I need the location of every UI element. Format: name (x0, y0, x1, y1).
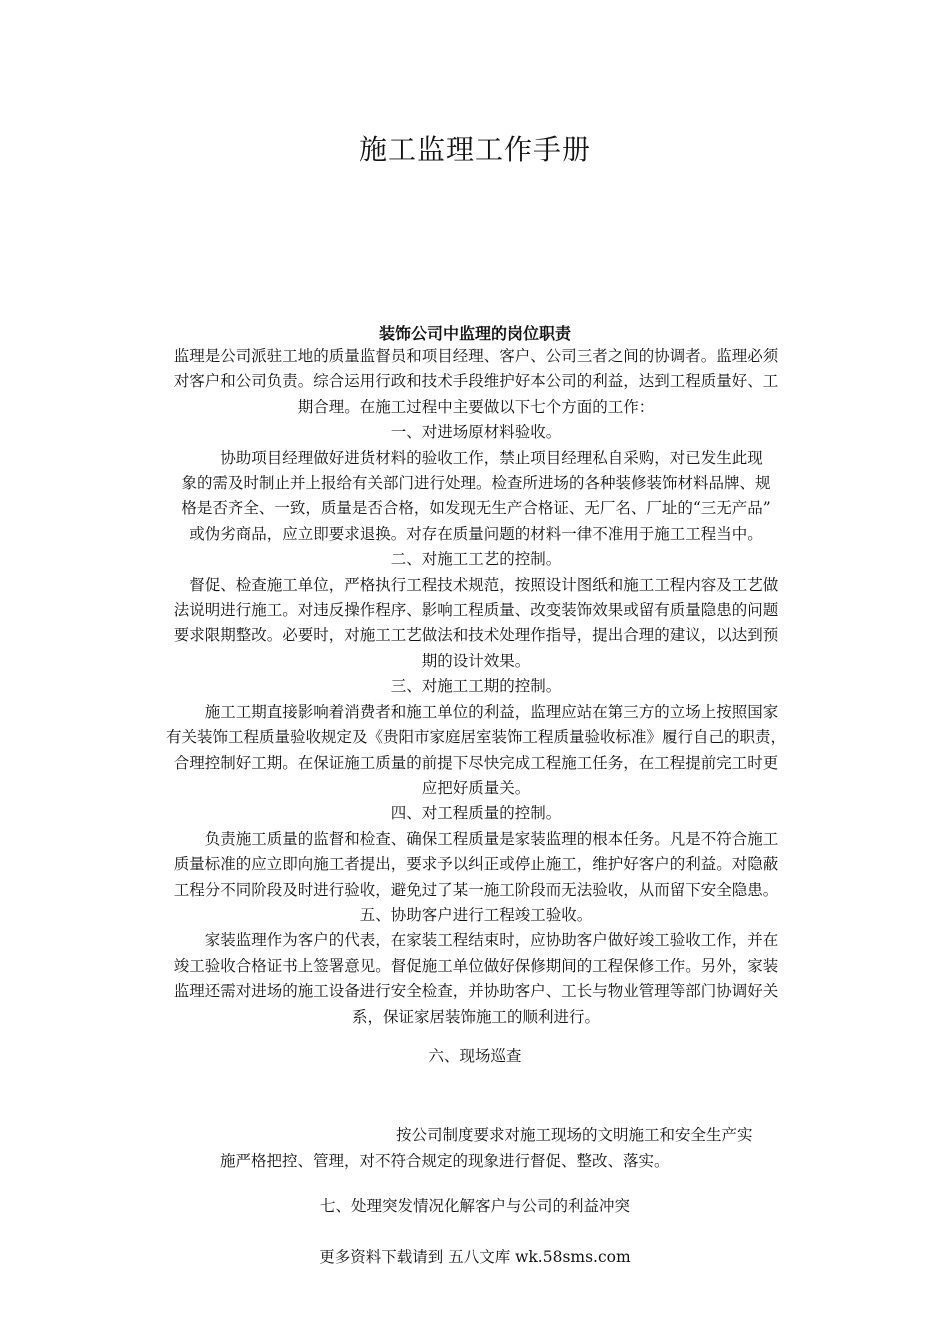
body-line: 有关装饰工程质量验收规定及《贵阳市家庭居室装饰工程质量验收标准》履行自己的职责， (165, 728, 786, 747)
paragraph-6 (190, 1122, 810, 1174)
body-line: 象的需及时制止并上报给有关部门进行处理。检查所进场的各种装修装饰材料品牌、规 (181, 474, 771, 493)
subheading-3: 三、对施工工期的控制。 (390, 677, 562, 696)
body-line: 期合理。在施工过程中主要做以下七个方面的工作： (297, 397, 655, 416)
section-title: 装饰公司中监理的岗位职责 (378, 324, 571, 343)
subheading-7: 七、处理突发情况化解客户与公司的利益冲突 (319, 1197, 630, 1215)
footer-download-note: 更多资料下载请到 五八文库 wk.58sms.com (319, 1248, 631, 1266)
document-title: 施工监理工作手册 (358, 133, 591, 166)
body-line: 协助项目经理做好进货材料的验收工作，禁止项目经理私自采购，对已发生此现 (189, 448, 763, 467)
body-line: 要求限期整改。必要时，对施工工艺做法和技术处理作指导，提出合理的建议，以达到预 (173, 626, 779, 645)
main-body (146, 344, 806, 1030)
body-line: 格是否齐全、一致，质量是否合格，如发现无生产合格证、无厂名、厂址的“三无产品” (181, 499, 771, 518)
body-line: 按公司制度要求对施工现场的文明施工和安全生产实 (396, 1126, 753, 1144)
body-line: 质量标准的应立即向施工者提出，要求予以纠正或停止施工，维护好客户的利益。对隐蔽 (173, 855, 779, 874)
body-line: 系，保证家居装饰施工的顺利进行。 (351, 1007, 600, 1026)
subheading-5: 五、协助客户进行工程竣工验收。 (359, 905, 593, 924)
subheading-6: 六、现场巡查 (428, 1047, 522, 1065)
subheading-4: 四、对工程质量的控制。 (390, 804, 562, 823)
subheading-2: 二、对施工工艺的控制。 (390, 550, 562, 569)
body-line: 或伪劣商品，应立即要求退换。对存在质量问题的材料一律不准用于施工工程当中。 (189, 524, 763, 543)
body-line: 应把好质量关。 (421, 778, 531, 797)
body-line: 工程分不同阶段及时进行验收，避免过了某一施工阶段而无法验收，从而留下安全隐患。 (173, 880, 779, 899)
body-line: 监理还需对进场的施工设备进行安全检查，并协助客户、工长与物业管理等部门协调好关 (173, 982, 779, 1001)
body-line: 施严格把控、管理，对不符合规定的现象进行督促、整改、落实。 (220, 1152, 670, 1170)
body-line: 施工工期直接影响着消费者和施工单位的利益，监理应站在第三方的立场上按照国家 (173, 702, 779, 721)
body-line: 负责施工质量的监督和检查、确保工程质量是家装监理的根本任务。凡是不符合施工 (173, 829, 779, 848)
body-line: 对客户和公司负责。综合运用行政和技术手段维护好本公司的利益，达到工程质量好、工 (173, 372, 779, 391)
body-line: 督促、检查施工单位，严格执行工程技术规范，按照设计图纸和施工工程内容及工艺做 (173, 575, 779, 594)
body-line: 合理控制好工期。在保证施工质量的前提下尽快完成工程施工任务，在工程提前完工时更 (173, 753, 779, 772)
body-line: 期的设计效果。 (421, 651, 531, 670)
subheading-1: 一、对进场原材料验收。 (390, 423, 562, 442)
body-line: 法说明进行施工。对违反操作程序、影响工程质量、改变装饰效果或留有质量隐患的问题 (173, 601, 779, 620)
body-line: 竣工验收合格证书上签署意见。督促施工单位做好保修期间的工程保修工作。另外，家装 (173, 956, 779, 975)
body-line: 监理是公司派驻工地的质量监督员和项目经理、客户、公司三者之间的协调者。监理必须 (173, 347, 779, 365)
body-line: 家装监理作为客户的代表，在家装工程结束时，应协助客户做好竣工验收工作，并在 (173, 931, 779, 950)
